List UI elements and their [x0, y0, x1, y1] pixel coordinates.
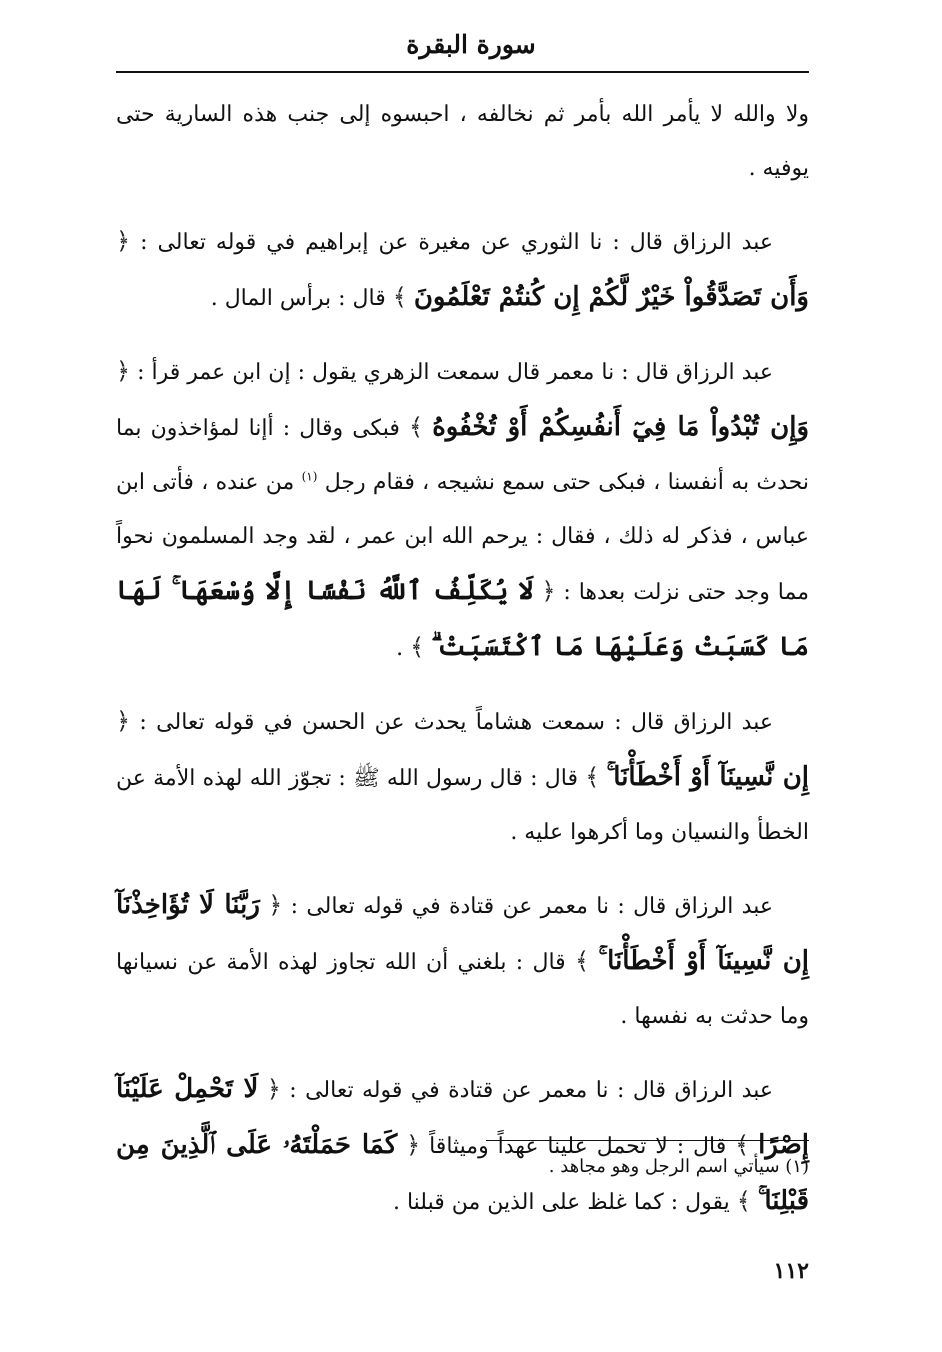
- page-header-title: سورة البقرة: [406, 30, 536, 59]
- quran-verse: وَإِن تُبْدُواْ مَا فِيٓ أَنفُسِكُمْ أَوْ تُخْفُوهُ: [432, 412, 810, 442]
- quran-verse: كَمَا حَمَلْتَهُۥ عَلَى ٱلَّذِينَ مِن قَبْلِنَا ۚ: [116, 1130, 809, 1216]
- paragraph-text: قال : قال رسول الله ﷺ : تجوّز الله لهذه الأمة عن الخطأ والنسيان وما أكرهوا عليه .: [116, 766, 809, 845]
- verse-close-bracket: ﴾: [409, 413, 424, 441]
- quran-verse: لَا تَحْمِلْ عَلَيْنَآ إِصْرًا: [116, 1074, 810, 1160]
- verse-open-bracket: ﴿: [541, 577, 556, 605]
- verse-open-bracket: ﴿: [266, 1075, 281, 1103]
- paragraph-text: قال : بلغني أن الله تجاوز لهذه الأمة عن نسيانها وما حدثت به نفسها .: [116, 950, 809, 1029]
- verse-open-bracket: ﴿: [406, 1131, 421, 1159]
- paragraph-text: عبد الرزاق قال : نا معمر عن قتادة في قوله تعالى :: [290, 894, 773, 919]
- verse-close-bracket: ﴾: [392, 283, 407, 311]
- verse-close-bracket: ﴾: [736, 1187, 751, 1215]
- page-body: [116, 88, 809, 1248]
- paragraph-text: فبكى وقال : أإنا لمؤاخذون بما نحدث به أنفسنا ، فبكى حتى سمع نشيجه ، فقام رجل: [116, 416, 809, 495]
- footnote-text: (١) سيأتي اسم الرجل وهو مجاهد .: [548, 1156, 809, 1177]
- verse-open-bracket: ﴿: [268, 891, 283, 919]
- verse-close-bracket: ﴾: [575, 947, 590, 975]
- paragraph-text: عبد الرزاق قال : نا معمر قال سمعت الزهري يقول : إن ابن عمر قرأ :: [137, 360, 773, 385]
- page-number: ١١٢: [773, 1258, 809, 1284]
- paragraph-1: [116, 88, 809, 196]
- paragraph-text: عبد الرزاق قال : سمعت هشاماً يحدث عن الحسن في قوله تعالى :: [139, 710, 773, 735]
- paragraph-5: [116, 878, 809, 1044]
- paragraph-text: ولا والله لا يأمر الله بأمر ثم نخالفه ، احبسوه إلى جنب هذه السارية حتى يوفيه .: [116, 102, 809, 181]
- paragraph-text: عبد الرزاق قال : نا الثوري عن مغيرة عن إبراهيم في قوله تعالى :: [140, 230, 773, 255]
- quran-verse: وَأَن تَصَدَّقُواْ خَيْرٌ لَّكُمْ إِن كُنتُمْ تَعْلَمُونَ: [413, 282, 809, 312]
- footnote-reference[interactable]: (١): [301, 469, 318, 484]
- paragraph-text: عبد الرزاق قال : نا معمر عن قتادة في قوله تعالى :: [289, 1078, 773, 1103]
- quran-verse: لَا يُكَلِّفُ ٱللَّهُ نَفْسًا إِلَّا وُسْعَهَا ۚ لَهَا مَا كَسَبَتْ وَعَلَيْهَا مَا ٱكْتَسَبَتْ ۗ: [116, 576, 809, 662]
- paragraph-text: .: [396, 636, 404, 661]
- paragraph-6: [116, 1062, 809, 1230]
- quran-verse: إِن نَّسِينَآ أَوْ أَخْطَأْنَا ۚ: [606, 762, 810, 792]
- verse-open-bracket: ﴿: [116, 227, 131, 255]
- verse-open-bracket: ﴿: [116, 707, 131, 735]
- paragraph-4: [116, 694, 809, 860]
- verse-open-bracket: ﴿: [116, 357, 131, 385]
- verse-close-bracket: ﴾: [410, 633, 425, 661]
- verse-close-bracket: ﴾: [735, 1131, 750, 1159]
- header-divider: [116, 71, 809, 73]
- paragraph-text: قال : برأس المال .: [210, 286, 386, 311]
- paragraph-text: يقول : كما غلظ على الذين من قبلنا .: [392, 1190, 730, 1215]
- paragraph-text: من عنده ، فأتى ابن عباس ، فذكر له ذلك ، فقال : يرحم الله ابن عمر ، لقد وجد المسلمون نحواً مما وجد حتى نزلت بعدها :: [116, 470, 810, 605]
- verse-close-bracket: ﴾: [585, 763, 600, 791]
- paragraph-2: [116, 214, 809, 326]
- footnote-divider: [486, 1140, 809, 1141]
- paragraph-3: [116, 344, 809, 676]
- quran-verse: رَبَّنَا لَا تُؤَاخِذْنَآ إِن نَّسِينَآ أَوْ أَخْطَأْنَا ۚ: [116, 890, 810, 976]
- paragraph-text: قال : لا تحمل علينا عهداً وميثاقاً: [429, 1134, 727, 1159]
